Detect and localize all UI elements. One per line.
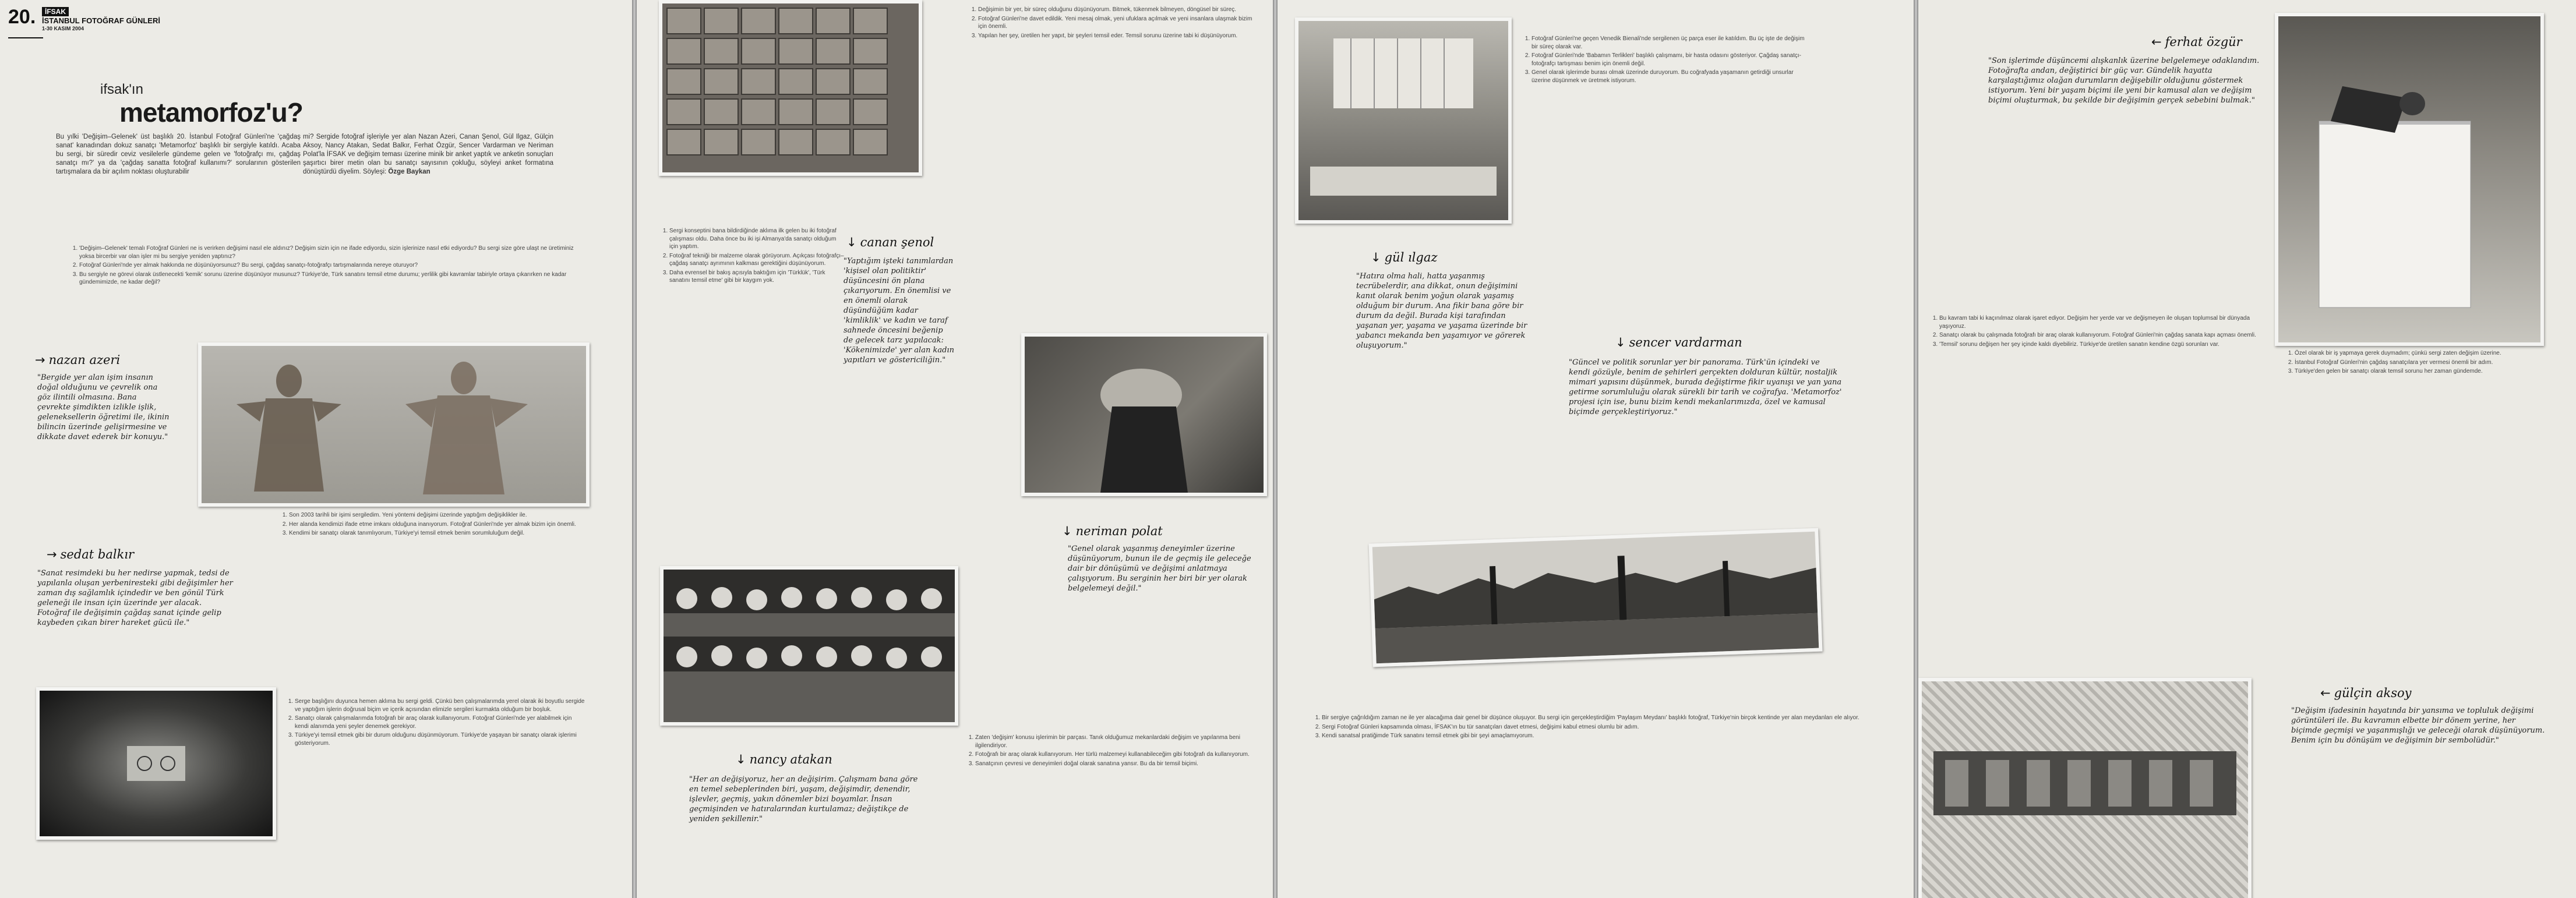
- quote-gul: "Hatıra olma hali, hatta yaşanmış tecrübelerdir, ana dikkat, onun değişimini kanıt olarak benim yoğun olarak yaşamış olduğum bir durum. Ana fikir bana göre bir durum da değil. Burada kişi tarafından yaşanan yer, yaşama ve yaşama üzerinde bir yabancı mekanda ben yaşamıyor ve görerek oluşuyorum.": [1356, 272, 1527, 350]
- artist-name-sencer: ↓ sencer vardarman: [1615, 335, 1742, 349]
- arrow-icon: ↓: [1062, 524, 1072, 538]
- question-3: 3. Bu sergiyle ne görevi olarak üstlenecekti 'kemik' sorunu üzerine düşünüyor musunuz? Türkiye'de, Türk sanatını temsil etme durumu; yerlilik gibi kavramlar tabiriyle ortaya çıkarırken ne kadar gündemimizde, ne kadar değil?: [79, 271, 574, 287]
- answer: 1. Sergi konseptini bana bildirdiğinde aklıma ilk gelen bu iki fotoğraf çalışması oldu. Daha önce bu iki işi Almanya'da sanatçı olduğum için yaptım.: [669, 227, 844, 251]
- byline-name: Özge Baykan: [388, 168, 430, 175]
- fragment-image: [1025, 337, 1264, 493]
- questions-list: [70, 245, 574, 288]
- answer: 2. Fotoğrafı bir araç olarak kullanıyorum. Her türlü malzemeyi kullanabileceğim gibi fotoğrafı da kullanıyorum.: [975, 751, 1261, 759]
- arrow-icon: →: [35, 353, 45, 367]
- arrow-icon: ↓: [846, 235, 857, 249]
- artist-name-nancy: ↓ nancy atakan: [736, 752, 832, 766]
- panorama-image: [1372, 532, 1819, 663]
- answer: 3. Türkiye'den gelen bir sanatçı olarak temsil sorunu her zaman gündemde.: [2295, 367, 2568, 376]
- question-1: 1. 'Değişim–Gelenek' temalı Fotoğraf Günleri ne is verirken değişimi nasıl ele aldınız? Değişim sizin için ne ifade ediyordu, sizin işlerinize nasıl etki ediyordu? Bu sergi size göre ulaşt ne üretiminiz yoksa bircerbir var olan işler mi bu sergiye yeniden yaptınız?: [79, 245, 574, 260]
- answer: 3. 'Temsil' sorunu değişen her şey içinde kaldı diyebiliriz. Türkiye'de üretilen sanatın kendine özgü sorunları var.: [1939, 341, 2271, 349]
- answer: 3. Yapılan her şey, üretilen her yapıt, bir şeyleri temsil eder. Temsil sorunu üzerine tabi ki düşünüyorum.: [978, 32, 1258, 40]
- artist-name-nazan: → nazan azeri: [35, 353, 121, 367]
- quote-sencer: "Güncel ve politik sorunlar yer bir panorama. Türk'ün içindeki ve kendi gözüyle, benim de şehirleri gerçekten dolduran kültür, nostaljik mimari yapısını düşünmek, burada değiştirme fikir uyanışı ve yan yana getirme sorumluluğu olarak sürekli bir tarih ve coğrafya. 'Metamorfoz' projesi için ise, bunu bizim kendi mekanlarımızda, özel ve kamusal biçimde gerçekleştiriyoruz.": [1569, 358, 1842, 416]
- answer: 3. Kendimi bir sanatçı olarak tanımlıyorum, Türkiye'yi temsil etmek benim sorumluluğum değil.: [289, 529, 592, 538]
- quote-nazan: "Bergide yer alan işim insanın doğal olduğunu ve çevrelik ona göz ilintili olmasına. Bana çevrekte şimdikten izlikle işlik, geleneksellerin öğretimi ile, ikinin bilincin üzerinde gelişirmesine ve dikkate davet ederek bir konuyu.": [37, 373, 170, 441]
- dress-figures-image: [202, 346, 586, 503]
- photo-nazan-dresses: [198, 342, 590, 507]
- page-gutter: [632, 0, 637, 898]
- article-kicker: ifsak'ın: [100, 82, 143, 97]
- answer: 1. Özel olarak bir iş yapmaya gerek duymadım; çünkü sergi zaten değişim üzerine.: [2295, 349, 2568, 358]
- artist-name-canan: ↓ canan şenol: [846, 235, 934, 249]
- answer: 1. Zaten 'değişim' konusu işlerimin bir parçası. Tanık olduğumuz mekanlardaki değişim ve yapılanma beni ilgilendiriyor.: [975, 734, 1261, 749]
- photo-neriman-fragment: [1021, 333, 1267, 496]
- answers-nazan: [280, 511, 592, 539]
- byline-label: Söyleşi:: [362, 168, 387, 175]
- intro-right-text: mi? Sergide fotoğraf işleriyle yer alan Nazan Azeri, Canan Şenol, Gül Ilgaz, Gülçin Aksoy, Nancy Atakan, Sedat Balkır, Ferhat Özgür, Sencer Vardarman ve Neriman Polat'la İFSAK ve değişim teması üzerine minik bir anket yaptık ve anketin sonuçları şaşırtıcı birer metin olan bu sanatçı sayısının çokluğu, söyleyi anket formatına dönüştürdü diyelim.: [303, 133, 553, 175]
- artist-name-neriman: ↓ neriman polat: [1062, 524, 1163, 538]
- page-gutter: [1914, 0, 1918, 898]
- intro-left: Bu yılki 'Değişim–Gelenek' üst başlıklı 20. İstanbul Fotoğraf Günleri'ne 'çağdaş sanat' kanadından dokuz sanatçı 'Metamorfoz' başlıklı bir sergiyle katıldı. Acaba bu sergi, bir süredir ceviz vesilelerle gündeme gelen ve 'fotoğrafçı mı, çağdaş sanatçı mı?' ya da 'çağdaş sanatta fotoğraf kullanımı?' sorularının gösterilen tartışmalara da bir açılım noktası oluşturabilir: [56, 133, 301, 175]
- answers-sencer: [1312, 714, 1904, 741]
- answer: 1. Bir sergiye çağrıldığım zaman ne ile yer alacağıma dair genel bir düşünce oluşuyor. Bu sergi için gerçekleştirdiğim 'Paylaşım Meydanı' başlıklı fotoğraf, Türkiye'nin birçok kentinde yer alan meydanları ele alıyor.: [1322, 714, 1904, 722]
- answers-neriman-top: [969, 6, 1258, 41]
- corridor-image: [40, 691, 273, 836]
- artist-name-gul: ↓ gül ılgaz: [1371, 250, 1438, 264]
- fridge-image: [2278, 16, 2540, 342]
- answer: 2. İstanbul Fotoğraf Günleri'nin çağdaş sanatçılara yer vermesi önemli bir adım.: [2295, 359, 2568, 367]
- intro-right: [303, 133, 553, 176]
- answer: 3. Kendi sanatsal pratiğimde Türk sanatını temsil etmek gibi bir şeyi amaçlamıyorum.: [1322, 732, 1904, 740]
- answer: 1. Son 2003 tarihli bir işimi sergiledim. Yeni yöntemi değişimi üzerinde yaptığım değişiklikler ile.: [289, 511, 592, 519]
- answer: 3. Genel olarak işlerimde burası olmak üzerinde duruyorum. Bu coğrafyada yaşamanın getirdiği unsurlar üzerine düşünmek ve üretmek istiyorum.: [1532, 69, 1811, 84]
- answer: 3. Türkiye'yi temsil etmek gibi bir durum olduğunu düşünmüyorum. Türkiye'de yaşayan bir sanatçı olarak işlerimi gösteriyorum.: [295, 731, 586, 747]
- answers-ferhat: [1930, 314, 2271, 349]
- answer: 3. Daha evrensel bir bakış açısıyla baktığım için 'Türklük', 'Türk sanatını temsil etme' gibi bir kaygım yok.: [669, 269, 844, 285]
- pattern-image: [1922, 681, 2248, 898]
- photo-sedat-corridor: [36, 687, 276, 840]
- answer: 1. Fotoğraf Günleri'ne geçen Venedik Bienali'nde sergilenen üç parça eser ile katıldım. Bu üç işte de değişim bir süreç olarak var.: [1532, 35, 1811, 51]
- answer: 2. Sanatçı olarak çalışmalarımda fotoğrafı bir araç olarak kullanıyorum. Fotoğraf Günleri'nde yer alabilmek için kendi alanımda yeni şeyler denemek gerekiyor.: [295, 715, 586, 730]
- artist-name-gulcin: ← gülçin aksoy: [2320, 686, 2412, 700]
- article-title: metamorfoz'u?: [119, 97, 303, 128]
- photo-sencer-panorama: [1369, 528, 1823, 667]
- photo-gul-room: [1295, 17, 1512, 224]
- page-gutter: [1273, 0, 1278, 898]
- quote-sedat: "Sanat resimdeki bu her nedirse yapmak, tedsi de yapılanla oluşan yerbeniresteki gibi değişimler her zaman dış sağlamlık içindedir ve ben gönül Türk geleneği ile insan için üzerinde yer alacak. Fotoğraf ile değişimin çağdaş sanat içinde gelip kaybeden çıkan birer hareket gücü ile.": [37, 569, 233, 627]
- photo-grid-image: [662, 3, 919, 172]
- answer: 1. Bu kavram tabi ki kaçınılmaz olarak işaret ediyor. Değişim her yerde var ve değişmeyen ile oluşan toplumsal bir dünyada yaşıyoruz.: [1939, 314, 2271, 330]
- quote-ferhat: "Son işlerimde düşüncemi alışkanlık üzerine belgelemeye odaklandım. Fotoğrafta andan, değiştirici bir güç var. Gündelik hayatta karşılaştığımız olağan durumların değişebilir olduğunu göstermek istiyorum. Yeni bir yaşam biçimi ile yeni bir kamusal alan ve değişim biçimi oluşturmak, bu şekilde bir değişimin gerçek sebebini bulmak.": [1988, 56, 2260, 105]
- quote-nancy: "Her an değişiyoruz, her an değişirim. Çalışmam bana göre en temel sebeplerinden biri, yaşam, değişimdir, denendir, işlevler, geçmiş, yakın dönemler bizi boyamlar. İnsan geçmişinden ve hatıralarından kurtulamaz; değiştikçe de yeniden şekillenir.": [689, 775, 918, 823]
- faces-image: [664, 570, 955, 722]
- magazine-page-1: [0, 0, 632, 898]
- answer: 2. Fotoğraf Günleri'nde 'Babamın Terlikleri' başlıklı çalışmamı, bir hasta odasını gösteriyor. Çağdaş sanatçı-fotoğrafçı tartışması benim için önemli değil.: [1532, 52, 1811, 68]
- answers-canan: [660, 227, 844, 286]
- artist-name-ferhat: ← ferhat özgür: [2151, 35, 2242, 49]
- answer: 2. Sanatçı olarak bu çalışmada fotoğrafı bir araç olarak kullanıyorum. Fotoğraf Günleri'nin çağdaş sanata kapı açması önemli.: [1939, 331, 2271, 340]
- quote-gulcin: "Değişim ifadesinin hayatında bir yansıma ve topluluk değişimi görüntüleri ile. Bu kavramın elbette bir dönem yerine, her biçimde geçmişi ve yaşanmışlığı ve geleceği olarak düşünüyorum. Benim için bu dönüşüm ve değişimin bir sembolüdür.": [2291, 706, 2545, 745]
- answer: 3. Sanatçının çevresi ve deneyimleri doğal olarak sanatına yansır. Bu da bir temsil biçimi.: [975, 760, 1261, 768]
- magazine-page-4: [1918, 0, 2576, 898]
- answer: 1. Serge başlığını duyunca hemen aklıma bu sergi geldi. Çünkü ben çalışmalarımda yerel olarak iki boyutlu sergide ve yaptığım işlerin doğrusal biçim ve içerik açısından elimizle sergileri kurmakta olduğum bir boşluk.: [295, 698, 586, 713]
- event-title: İSTANBUL FOTOĞRAF GÜNLERİ: [42, 16, 160, 25]
- photo-canan-collage: [659, 0, 922, 176]
- arrow-icon: ↓: [1615, 335, 1626, 349]
- artist-name-sedat: → sedat balkır: [47, 547, 135, 561]
- photo-nancy-faces: [660, 566, 958, 726]
- answers-sedat: [285, 698, 586, 748]
- magazine-page-3: [1278, 0, 1914, 898]
- answer: 2. Sergi Fotoğraf Günleri kapsamında olması, İFSAK'ın bu tür sanatçıları davet etmesi, değişimi kabul etmesi olumlu bir adım.: [1322, 723, 1904, 731]
- answer: 2. Her alanda kendimizi ifade etme imkanı olduğuna inanıyorum. Fotoğraf Günleri'nde yer almak bizim için önemli.: [289, 521, 592, 529]
- org-logo: İFSAK: [42, 7, 69, 16]
- magazine-page-2: [637, 0, 1273, 898]
- arrow-icon: ↓: [736, 752, 746, 766]
- room-image: [1298, 21, 1508, 220]
- arrow-icon: ↓: [1371, 250, 1381, 264]
- answers-gulcin: [2285, 349, 2568, 377]
- answer: 2. Fotoğraf tekniği bir malzeme olarak görüyorum. Açıkçası fotoğrafçı–çağdaş sanatçı ayrımının kalkması gerektiğini düşünüyorum.: [669, 252, 844, 268]
- header: [8, 6, 160, 31]
- header-rule: [8, 37, 43, 38]
- quote-canan: "Yaptığım işteki tanımlardan 'kişisel olan politiktir' düşüncesini ön plana çıkarıyorum. En önemlisi ve en önemli olarak düşündüğüm kadar 'kimliklik' ve kadın ve taraf sahnede öncesini beğenip de gelecek tarz yapılacak: 'Kökenimizde' yer alan kadın yapıtları ve göstericiliğin.": [844, 257, 954, 365]
- photo-ferhat-fridge: [2275, 13, 2544, 346]
- answer: 2. Fotoğraf Günleri'ne davet edildik. Yeni mesaj olmak, yeni ufuklara açılmak ve yeni insanlara ulaşmak bizim için önemli.: [978, 15, 1258, 31]
- quote-neriman: "Genel olarak yaşanmış deneyimler üzerine düşünüyorum, bunun ile de geçmiş ile geleceğe dair bir dönüşümü ve değişimi anlatmaya çalışıyorum. Bu serginin her biri bir yer olarak belgelemeyi değil.": [1068, 545, 1251, 593]
- answers-gul: [1522, 35, 1811, 86]
- answers-neriman: [966, 734, 1261, 769]
- arrow-icon: ←: [2151, 35, 2162, 49]
- event-dates: 1-30 KASIM 2004: [42, 26, 84, 31]
- arrow-icon: →: [47, 547, 57, 561]
- issue-number: 20.: [8, 6, 36, 28]
- photo-gulcin-pattern: [1918, 678, 2252, 898]
- answer: 1. Değişimin bir yer, bir süreç olduğunu düşünüyorum. Bitmek, tükenmek bilmeyen, döngüsel bir süreç.: [978, 6, 1258, 14]
- question-2: 2. Fotoğraf Günleri'nde yer almak hakkında ne düşünüyorsunuz? Bu sergi, çağdaş sanatçı-fotoğrafçı tartışmalarında nereye oturuyor?: [79, 261, 574, 270]
- arrow-icon: ←: [2320, 686, 2331, 700]
